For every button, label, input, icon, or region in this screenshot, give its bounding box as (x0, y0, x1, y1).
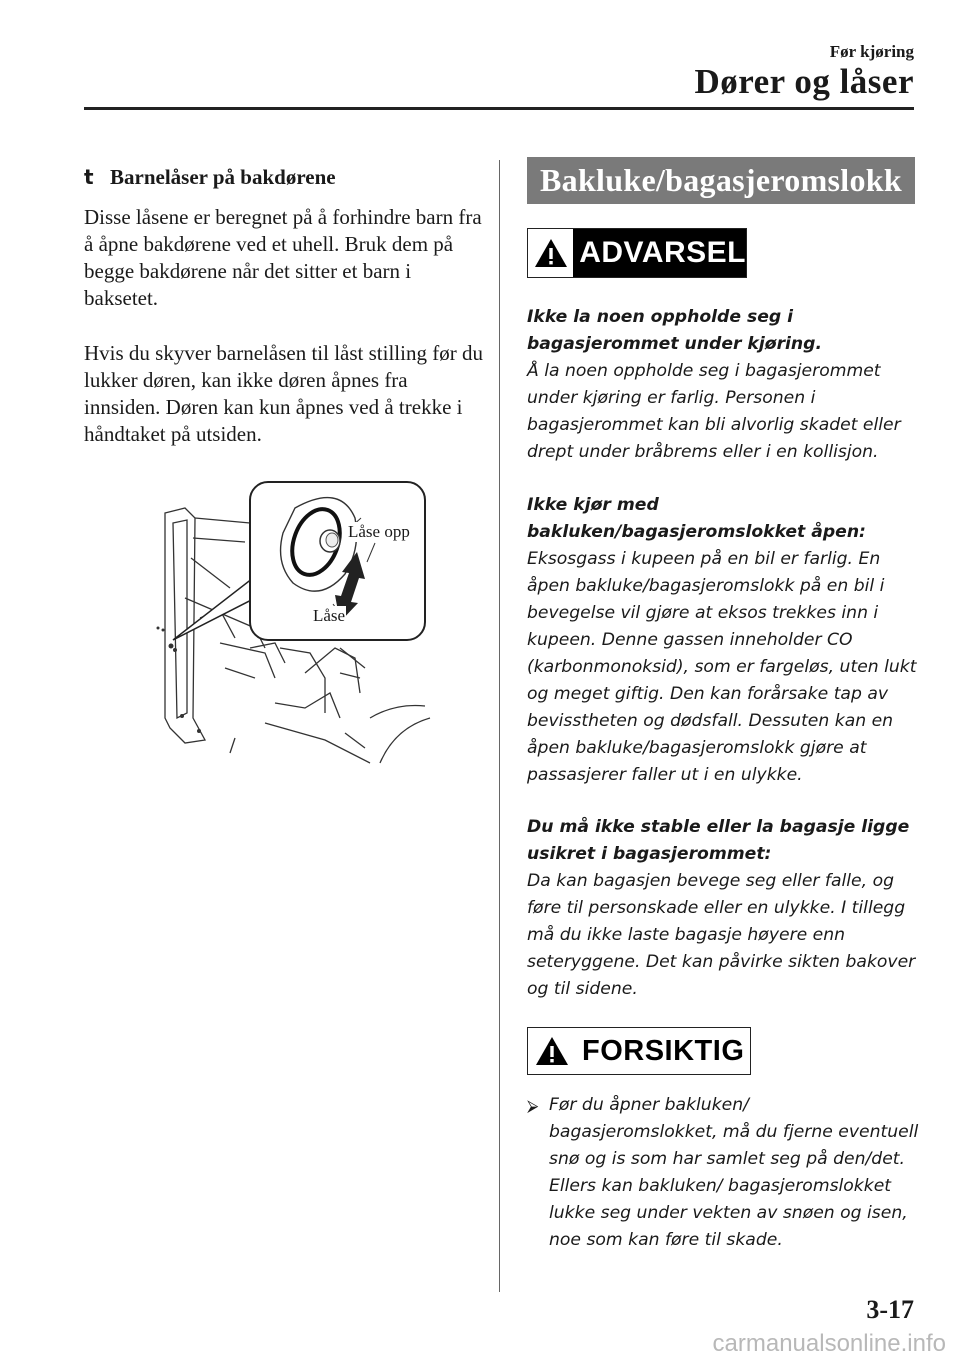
child-lock-heading-text: Barnelåser på bakdørene (110, 165, 336, 189)
child-lock-heading (84, 165, 336, 190)
unlock-label: Låse opp (348, 522, 410, 541)
warning-item-1-title: Ikke la noen oppholde seg i bagasjerommet under kjøring. (527, 307, 822, 354)
page-title: Dører og låser (694, 62, 914, 101)
caution-item-text: Før du åpner bakluken/ bagasjeromslokket, må du fjerne eventuell snø og is som har samlet seg på den/det. Ellers kan bakluken/ bagasjeromslokket lukke seg under vekten av snøen og isen, noe som kan føre til skade. (549, 1095, 919, 1250)
watermark: carmanualsonline.info (712, 1330, 946, 1357)
warning-triangle-icon (528, 229, 573, 277)
warning-item-1 (527, 304, 922, 466)
section-banner: Bakluke/bagasjeromslokk (527, 157, 915, 204)
child-lock-figure (125, 478, 435, 768)
warning-label: ADVARSEL (579, 236, 746, 269)
column-divider (499, 160, 500, 1292)
caution-arrow-icon: ⮚ (527, 1096, 539, 1115)
warning-item-2-text: Eksosgass i kupeen på en bil er farlig. En åpen bakluke/bagasjeromslokk på en bil i bevegelse vil gjøre at eksos trekkes inn i kupeen. Denne gassen inneholder CO (karbonmonoksid), som er fargeløs, uten lukt og meget giftig. Den kan forårsake tap av bevisstheten og dødsfall. Dessuten kan en åpen bakluke/bagasjeromslokk gjøre at passasjerer faller ut i en ulykke. (527, 549, 917, 785)
header-section-label: Før kjøring (829, 42, 914, 61)
caution-box (527, 1027, 751, 1075)
warning-item-3-title: Du må ikke stable eller la bagasje ligge usikret i bagasjerommet: (527, 817, 910, 864)
warning-item-2 (527, 492, 922, 789)
heading-bullet: t (84, 165, 94, 189)
warning-item-2-title: Ikke kjør med bakluken/bagasjeromslokket åpen: (527, 495, 866, 542)
warning-item-1-text: Å la noen oppholde seg i bagasjerommet under kjøring er farlig. Personen i bagasjerommet kan bli alvorlig skadet eller drept under bråbrems eller i en kollisjon. (527, 361, 901, 462)
warning-box (527, 228, 747, 278)
page-number: 3-17 (866, 1295, 914, 1324)
warning-item-3 (527, 814, 922, 1003)
caution-item (527, 1092, 922, 1254)
lock-label: Låse (313, 606, 346, 625)
caution-triangle-icon (528, 1035, 576, 1067)
child-lock-paragraph-1: Disse låsene er beregnet på å forhindre barn fra å åpne bakdørene ved et uhell. Bruk dem på begge bakdørene når det sitter et barn i baksetet. (84, 205, 482, 310)
child-lock-paragraph-2: Hvis du skyver barnelåsen til låst stilling før du lukker døren, kan ikke døren åpnes fra innsiden. Døren kan kun åpnes ved å trekke i håndtaket på utsiden. (84, 341, 483, 446)
caution-label: FORSIKTIG (582, 1034, 745, 1067)
header-rule (84, 107, 914, 110)
warning-item-3-text: Da kan bagasjen bevege seg eller falle, og føre til personskade eller en ulykke. I tillegg må du ikke laste bagasje høyere enn seteryggene. Det kan påvirke sikten bakover og til sidene. (527, 871, 916, 999)
